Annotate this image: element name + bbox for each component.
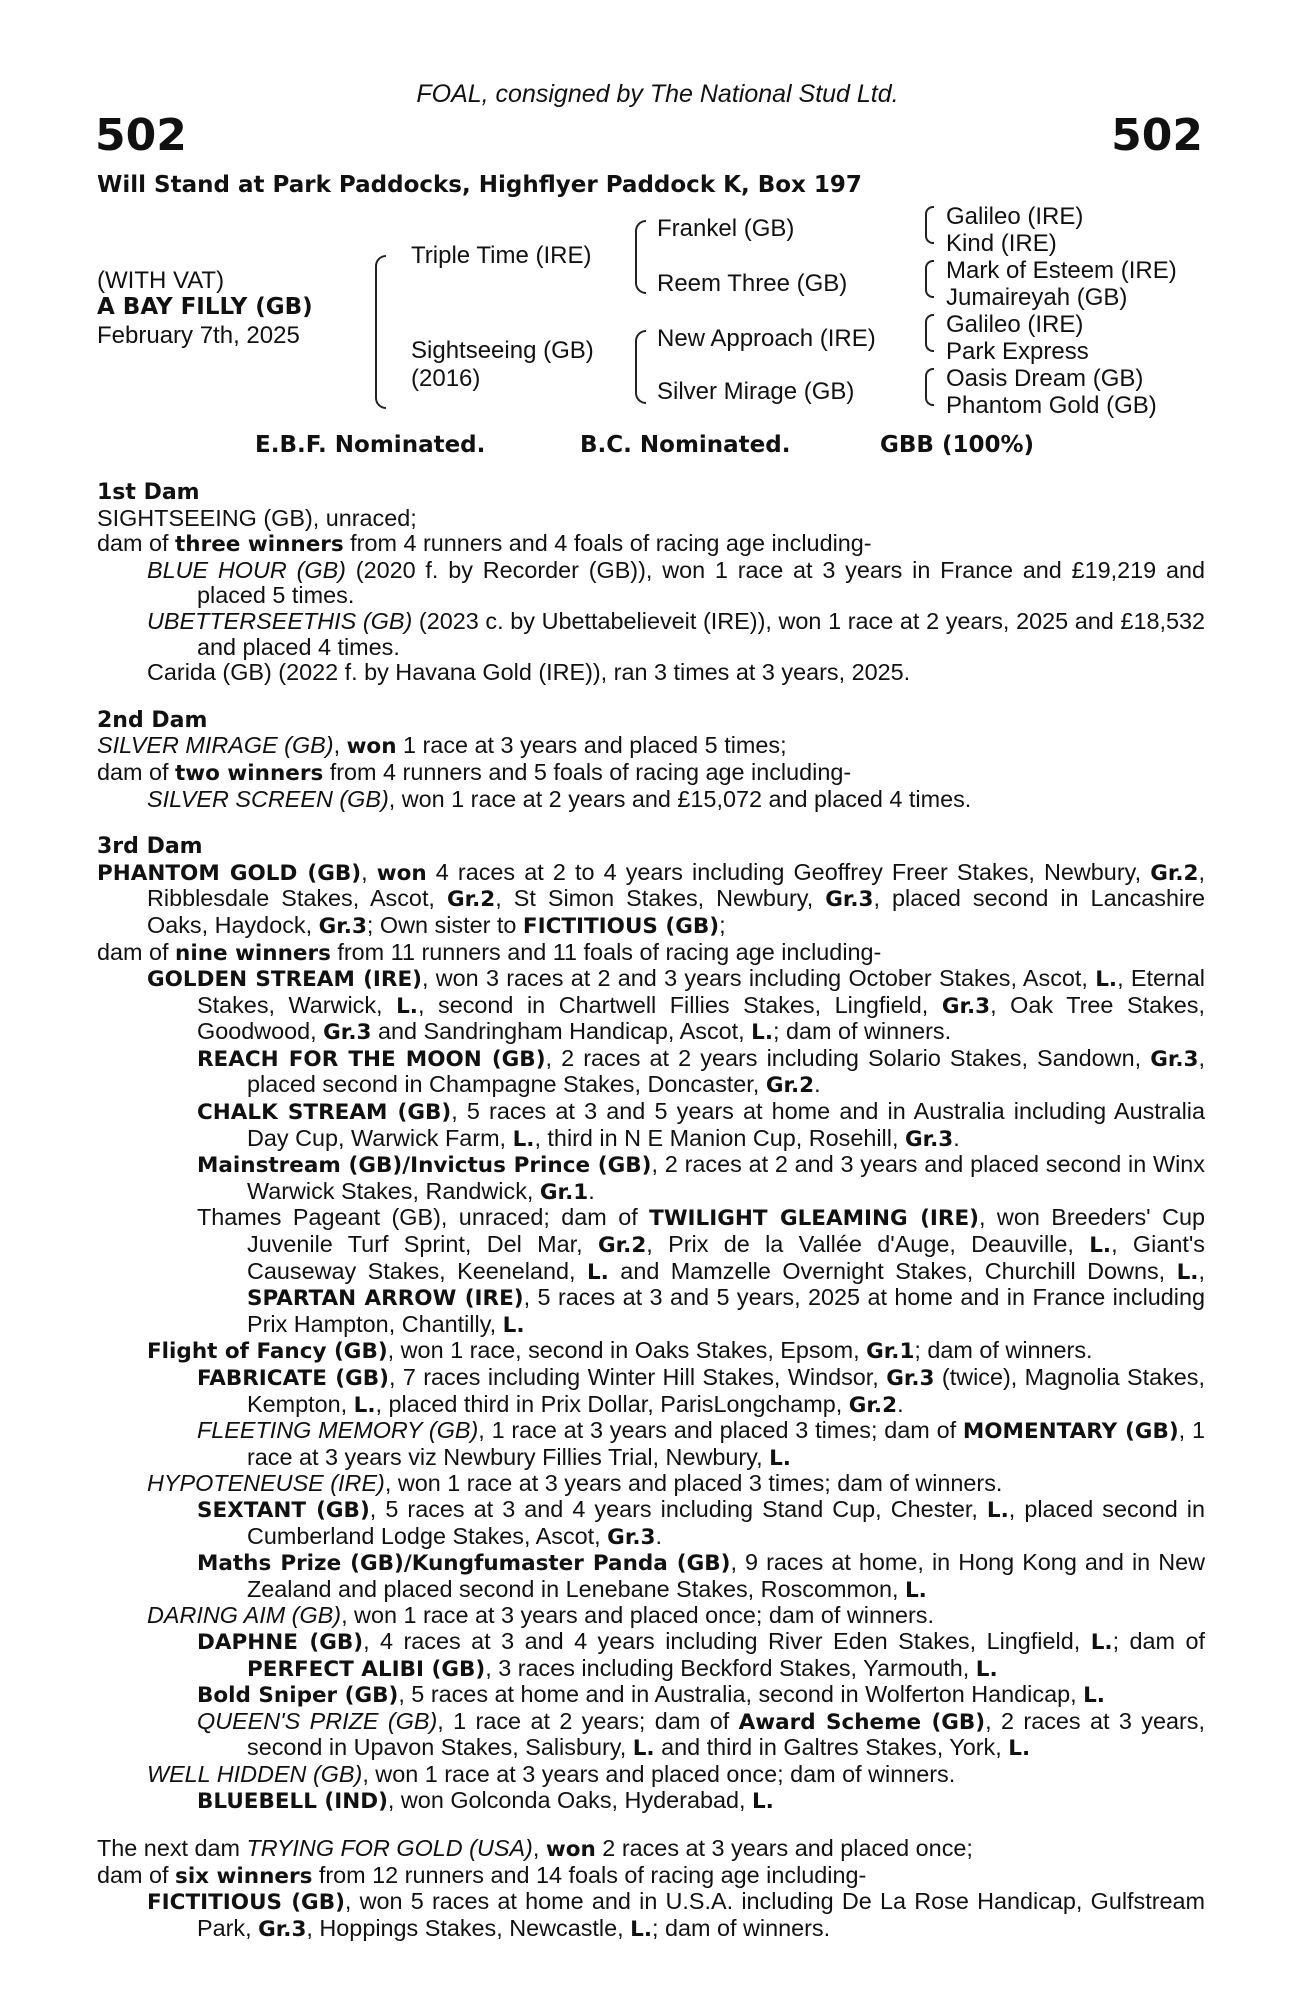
bold-text: L. bbox=[751, 1788, 774, 1814]
text: , placed second in Lancashire Oaks, Haydock, bbox=[147, 885, 1205, 938]
bold-text: L. bbox=[632, 1736, 655, 1762]
bold-text: L. bbox=[512, 1126, 535, 1152]
family-entry bbox=[97, 506, 1205, 532]
italic-text: HYPOTENEUSE (IRE) bbox=[147, 1470, 385, 1497]
italic-text: FLEETING MEMORY (GB) bbox=[197, 1417, 479, 1444]
italic-text: SILVER SCREEN (GB) bbox=[147, 785, 389, 812]
text: . bbox=[897, 1390, 904, 1417]
text: ; dam of winners. bbox=[914, 1337, 1093, 1364]
family-entry bbox=[97, 1709, 1205, 1762]
pedigree-g1: Galileo (IRE) bbox=[946, 203, 1084, 230]
dam-section bbox=[97, 708, 1205, 812]
text: 2 races at 3 years and placed once; bbox=[595, 1835, 973, 1862]
family-entry bbox=[97, 558, 1205, 609]
text: , 5 races at home and in Australia, second in Wolferton Handicap, bbox=[398, 1681, 1084, 1708]
text: , won 5 races at home and in U.S.A. including De La Rose Handicap, Gulfstream Park, bbox=[197, 1888, 1206, 1941]
text: from 4 runners and 4 foals of racing age including- bbox=[343, 530, 872, 557]
text: , Giant's Causeway Stakes, Keeneland, bbox=[247, 1231, 1205, 1284]
text: dam of bbox=[97, 758, 176, 785]
text: , 5 races at 3 and 5 years, 2025 at home and in France including Prix Hampton, Chantilly, bbox=[247, 1284, 1205, 1337]
text: 4 races at 2 to 4 years including Geoffrey Freer Stakes, Newbury, bbox=[426, 858, 1151, 885]
bold-text: Gr.2 bbox=[765, 1073, 815, 1099]
text: , third in N E Manion Cup, Rosehill, bbox=[534, 1124, 905, 1151]
dam-section bbox=[97, 834, 1205, 1814]
family-entry bbox=[97, 733, 1205, 760]
bold-text: Gr.2 bbox=[446, 887, 496, 913]
bold-text: six winners bbox=[175, 1863, 313, 1889]
bold-text: BLUEBELL (IND) bbox=[197, 1788, 388, 1814]
bold-text: Mainstream (GB)/Invictus Prince (GB) bbox=[197, 1153, 652, 1179]
family-entry bbox=[97, 787, 1205, 813]
family-entry bbox=[97, 1365, 1205, 1418]
bold-text: TWILIGHT GLEAMING (IRE) bbox=[649, 1206, 979, 1232]
bold-text: REACH FOR THE MOON (GB) bbox=[197, 1046, 546, 1072]
text: , 1 race at 3 years viz Newbury Fillies Trial, Newbury, bbox=[247, 1417, 1205, 1470]
pedigree-g8: Phantom Gold (GB) bbox=[946, 392, 1157, 419]
family-entry bbox=[97, 1550, 1205, 1603]
pedigree-dam-year: (2016) bbox=[411, 365, 481, 392]
bold-text: L. bbox=[1083, 1683, 1105, 1709]
text: , placed second in Champagne Stakes, Doncaster, bbox=[247, 1044, 1206, 1098]
bold-text: Gr.3 bbox=[258, 1916, 307, 1942]
text: , 9 races at home, in Hong Kong and in New Zealand and placed second in Lenebane Stakes, Roscommon, bbox=[247, 1549, 1205, 1602]
italic-text: QUEEN'S PRIZE (GB) bbox=[197, 1707, 438, 1734]
text: , placed third in Prix Dollar, ParisLongchamp, bbox=[375, 1390, 849, 1417]
text: , bbox=[333, 732, 347, 759]
pedigree-dam-dam: Silver Mirage (GB) bbox=[657, 378, 855, 405]
text: 1 race at 3 years and placed 5 times; bbox=[396, 732, 787, 759]
text: ; dam of bbox=[1112, 1627, 1205, 1654]
text: , 1 race at 2 years; dam of bbox=[437, 1707, 739, 1734]
pedigree-brace-sire bbox=[635, 220, 646, 294]
pedigree-brace-main bbox=[375, 255, 386, 409]
text: , Prix de la Vallée d'Auge, Deauville, bbox=[646, 1231, 1090, 1258]
family-entry bbox=[97, 1863, 1205, 1890]
bold-text: L. bbox=[396, 993, 418, 1019]
bold-text: SEXTANT (GB) bbox=[197, 1497, 370, 1523]
bold-text: GOLDEN STREAM (IRE) bbox=[147, 967, 422, 993]
text: and Sandringham Handicap, Ascot, bbox=[371, 1018, 752, 1045]
italic-text: SILVER MIRAGE (GB) bbox=[97, 732, 334, 759]
foaling-date: February 7th, 2025 bbox=[97, 322, 300, 349]
text: , won 1 race at 2 years and £15,072 and placed 4 times. bbox=[388, 785, 972, 812]
section-heading: 3rd Dam bbox=[97, 834, 203, 860]
text: , won 1 race at 3 years and placed once; dam of winners. bbox=[341, 1602, 934, 1629]
bold-text: Gr.2 bbox=[597, 1233, 647, 1259]
text: , bbox=[1198, 1257, 1205, 1284]
pedigree-brace-dam bbox=[635, 330, 646, 404]
text: , second in Chartwell Fillies Stakes, Lingfield, bbox=[417, 991, 942, 1018]
family-entry bbox=[97, 760, 1205, 787]
pedigree-brace-g2 bbox=[925, 260, 934, 298]
section-heading: 2nd Dam bbox=[97, 707, 208, 733]
pedigree-g7: Oasis Dream (GB) bbox=[946, 365, 1144, 392]
text: (2020 f. by Recorder (GB)), won 1 race at 3 years in France and £19,219 and placed 5 times. bbox=[197, 556, 1205, 609]
bold-text: won bbox=[376, 860, 427, 886]
text: , Ribblesdale Stakes, Ascot, bbox=[147, 858, 1205, 912]
family-entry bbox=[97, 1338, 1205, 1365]
bold-text: Gr.2 bbox=[848, 1392, 898, 1418]
stabling-location: Will Stand at Park Paddocks, Highflyer Paddock K, Box 197 bbox=[97, 172, 862, 198]
bold-text: Gr.3 bbox=[941, 993, 991, 1019]
family-entry bbox=[97, 1099, 1205, 1152]
text: , Oak Tree Stakes, Goodwood, bbox=[197, 991, 1205, 1045]
bold-text: L. bbox=[1176, 1259, 1199, 1285]
bold-text: DAPHNE (GB) bbox=[197, 1629, 364, 1655]
family-entry bbox=[97, 1046, 1205, 1099]
family-entry bbox=[97, 1629, 1205, 1682]
text: , bbox=[532, 1835, 546, 1862]
family-entry bbox=[97, 1836, 1205, 1863]
family-entry bbox=[97, 966, 1205, 1046]
family-entry bbox=[97, 1762, 1205, 1788]
text: , 1 race at 3 years and placed 3 times; dam of bbox=[478, 1417, 963, 1444]
text: from 12 runners and 14 foals of racing age including- bbox=[312, 1861, 867, 1888]
bold-text: FICTITIOUS (GB) bbox=[147, 1890, 345, 1916]
text: , 3 races including Beckford Stakes, Yarmouth, bbox=[485, 1654, 976, 1681]
family-entry bbox=[97, 940, 1205, 967]
dam-section bbox=[97, 480, 1205, 686]
consignment-line: FOAL, consigned by The National Stud Ltd. bbox=[416, 80, 899, 108]
bold-text: MOMENTARY (GB) bbox=[962, 1419, 1179, 1445]
lot-number-left: 502 bbox=[95, 110, 187, 161]
text: (2023 c. by Ubettabelieveit (IRE)), won 1 race at 2 years, 2025 and £18,532 and placed 4 times. bbox=[197, 607, 1205, 660]
pedigree-dam: Sightseeing (GB) bbox=[411, 337, 594, 364]
family-entry bbox=[97, 1603, 1205, 1629]
text: and third in Galtres Stakes, York, bbox=[654, 1734, 1009, 1761]
italic-text: TRYING FOR GOLD (USA) bbox=[246, 1835, 533, 1862]
text: , 2 races at 2 and 3 years and placed second in Winx Warwick Stakes, Randwick, bbox=[247, 1151, 1205, 1204]
text: . bbox=[655, 1522, 662, 1549]
bold-text: Flight of Fancy (GB) bbox=[147, 1339, 388, 1365]
family-entry bbox=[97, 1788, 1205, 1815]
bc-nomination: B.C. Nominated. bbox=[580, 432, 791, 458]
bold-text: three winners bbox=[175, 532, 344, 558]
text: SIGHTSEEING (GB), unraced; bbox=[97, 504, 417, 531]
bold-text: Gr.3 bbox=[1150, 1046, 1199, 1072]
family-entry bbox=[97, 1682, 1205, 1709]
text: . bbox=[814, 1071, 821, 1098]
dam-section bbox=[97, 1836, 1205, 1942]
bold-text: L. bbox=[1090, 1629, 1113, 1655]
text: The next dam bbox=[97, 1835, 247, 1862]
section-heading: 1st Dam bbox=[97, 480, 200, 505]
lot-title: A BAY FILLY (GB) bbox=[97, 294, 313, 320]
bold-text: SPARTAN ARROW (IRE) bbox=[247, 1286, 524, 1312]
text: from 11 runners and 11 foals of racing age including- bbox=[330, 938, 882, 965]
text: , Hoppings Stakes, Newcastle, bbox=[306, 1914, 631, 1941]
pedigree-brace-g3 bbox=[925, 314, 934, 352]
bold-text: won bbox=[545, 1837, 596, 1863]
bold-text: won bbox=[346, 734, 397, 760]
pedigree-g5: Galileo (IRE) bbox=[946, 311, 1084, 338]
lot-number-right: 502 bbox=[1111, 110, 1203, 161]
text: , 5 races at 3 and 5 years at home and in Australia including Australia Day Cup, Warwick Farm, bbox=[247, 1098, 1205, 1151]
family-entry bbox=[97, 1418, 1205, 1471]
bold-text: nine winners bbox=[175, 940, 331, 966]
text: , won Breeders' Cup Juvenile Turf Sprint, Del Mar, bbox=[247, 1204, 1205, 1258]
bold-text: Gr.2 bbox=[1150, 860, 1199, 886]
bold-text: Gr.3 bbox=[318, 913, 367, 939]
pedigree-brace-g4 bbox=[925, 368, 934, 406]
gbb-status: GBB (100%) bbox=[880, 432, 1035, 458]
bold-text: Gr.3 bbox=[323, 1020, 372, 1046]
bold-text: FICTITIOUS (GB) bbox=[522, 913, 720, 939]
family-entry bbox=[97, 1889, 1205, 1942]
bold-text: L. bbox=[353, 1392, 376, 1418]
text: , won 1 race at 3 years and placed once; dam of winners. bbox=[362, 1760, 956, 1787]
ebf-nomination: E.B.F. Nominated. bbox=[255, 432, 486, 458]
bold-text: L. bbox=[586, 1259, 609, 1285]
bold-text: Gr.1 bbox=[866, 1339, 915, 1365]
bold-text: L. bbox=[1095, 967, 1118, 993]
text: . bbox=[588, 1177, 595, 1204]
family-entry bbox=[97, 1152, 1205, 1205]
text: , 2 races at 3 years, second in Upavon Stakes, Salisbury, bbox=[247, 1707, 1205, 1761]
bold-text: Gr.3 bbox=[904, 1126, 954, 1152]
text: ; Own sister to bbox=[366, 911, 523, 938]
text: , won 1 race at 3 years and placed 3 times; dam of winners. bbox=[384, 1470, 1003, 1497]
bold-text: L. bbox=[1008, 1736, 1031, 1762]
bold-text: PERFECT ALIBI (GB) bbox=[247, 1656, 486, 1682]
bold-text: FABRICATE (GB) bbox=[197, 1366, 389, 1391]
family-entry bbox=[97, 660, 1205, 686]
pedigree-sire-dam: Reem Three (GB) bbox=[657, 270, 848, 297]
text: , 5 races at 3 and 4 years including Stand Cup, Chester, bbox=[369, 1495, 987, 1522]
text: , 2 races at 2 years including Solario Stakes, Sandown, bbox=[545, 1044, 1151, 1071]
pedigree-sire-sire: Frankel (GB) bbox=[657, 215, 795, 242]
family-entry bbox=[97, 609, 1205, 660]
text: , won Golconda Oaks, Hyderabad, bbox=[387, 1786, 752, 1813]
text: , St Simon Stakes, Newbury, bbox=[495, 885, 826, 912]
text: dam of bbox=[97, 530, 176, 557]
text: dam of bbox=[97, 1861, 176, 1888]
text: ; bbox=[719, 911, 726, 938]
bold-text: Gr.3 bbox=[886, 1366, 935, 1391]
vat-note: (WITH VAT) bbox=[97, 267, 225, 294]
text: from 4 runners and 5 foals of racing age including- bbox=[323, 758, 852, 785]
pedigree-g2: Kind (IRE) bbox=[946, 230, 1057, 257]
bold-text: Award Scheme (GB) bbox=[738, 1709, 986, 1735]
bold-text: L. bbox=[630, 1916, 653, 1942]
bold-text: two winners bbox=[175, 760, 324, 786]
bold-text: L. bbox=[986, 1497, 1009, 1523]
family-entry bbox=[97, 1471, 1205, 1497]
text: , won 3 races at 2 and 3 years including October Stakes, Ascot, bbox=[422, 965, 1096, 992]
text: , 4 races at 3 and 4 years including River Eden Stakes, Lingfield, bbox=[363, 1627, 1091, 1654]
italic-text: WELL HIDDEN (GB) bbox=[147, 1760, 363, 1787]
text: ; dam of winners. bbox=[773, 1018, 952, 1045]
bold-text: Gr.3 bbox=[825, 887, 874, 913]
pedigree-g4: Jumaireyah (GB) bbox=[946, 284, 1128, 311]
text: and Mamzelle Overnight Stakes, Churchill Downs, bbox=[608, 1257, 1177, 1284]
pedigree-g6: Park Express bbox=[946, 338, 1089, 365]
text: . bbox=[953, 1124, 960, 1151]
family-entry bbox=[97, 1497, 1205, 1550]
bold-text: Bold Sniper (GB) bbox=[197, 1683, 399, 1709]
text: ; dam of winners. bbox=[652, 1914, 831, 1941]
family-entry bbox=[97, 531, 1205, 558]
bold-text: L. bbox=[502, 1312, 525, 1338]
italic-text: UBETTERSEETHIS (GB) bbox=[147, 607, 413, 634]
text: , bbox=[361, 858, 377, 885]
family-history bbox=[97, 480, 1205, 1942]
text: , won 1 race, second in Oaks Stakes, Epsom, bbox=[387, 1337, 867, 1364]
bold-text: L. bbox=[975, 1656, 998, 1682]
pedigree-sire: Triple Time (IRE) bbox=[411, 242, 592, 269]
bold-text: L. bbox=[904, 1577, 927, 1603]
italic-text: DARING AIM (GB) bbox=[147, 1602, 342, 1629]
pedigree-g3: Mark of Esteem (IRE) bbox=[946, 257, 1177, 284]
pedigree-dam-sire: New Approach (IRE) bbox=[657, 325, 876, 352]
bold-text: Gr.1 bbox=[539, 1179, 589, 1205]
text: (twice), Magnolia Stakes, Kempton, bbox=[247, 1364, 1205, 1417]
family-entry bbox=[97, 1205, 1205, 1338]
text: Thames Pageant (GB), unraced; dam of bbox=[197, 1204, 650, 1231]
bold-text: Gr.3 bbox=[607, 1524, 656, 1550]
text: Carida (GB) (2022 f. by Havana Gold (IRE)), ran 3 times at 3 years, 2025. bbox=[147, 659, 911, 686]
text: , 7 races including Winter Hill Stakes, Windsor, bbox=[388, 1364, 887, 1390]
bold-text: CHALK STREAM (GB) bbox=[197, 1100, 452, 1126]
text: dam of bbox=[97, 938, 176, 965]
text: , placed second in Cumberland Lodge Stakes, Ascot, bbox=[247, 1495, 1205, 1549]
pedigree-brace-g1 bbox=[925, 206, 934, 244]
italic-text: BLUE HOUR (GB) bbox=[147, 556, 346, 583]
bold-text: PHANTOM GOLD (GB) bbox=[97, 860, 362, 886]
family-entry bbox=[97, 860, 1205, 940]
text: , Eternal Stakes, Warwick, bbox=[197, 965, 1205, 1018]
bold-text: L. bbox=[751, 1020, 774, 1046]
bold-text: L. bbox=[769, 1445, 791, 1471]
bold-text: Maths Prize (GB)/Kungfumaster Panda (GB) bbox=[197, 1551, 731, 1577]
bold-text: L. bbox=[1089, 1233, 1112, 1259]
